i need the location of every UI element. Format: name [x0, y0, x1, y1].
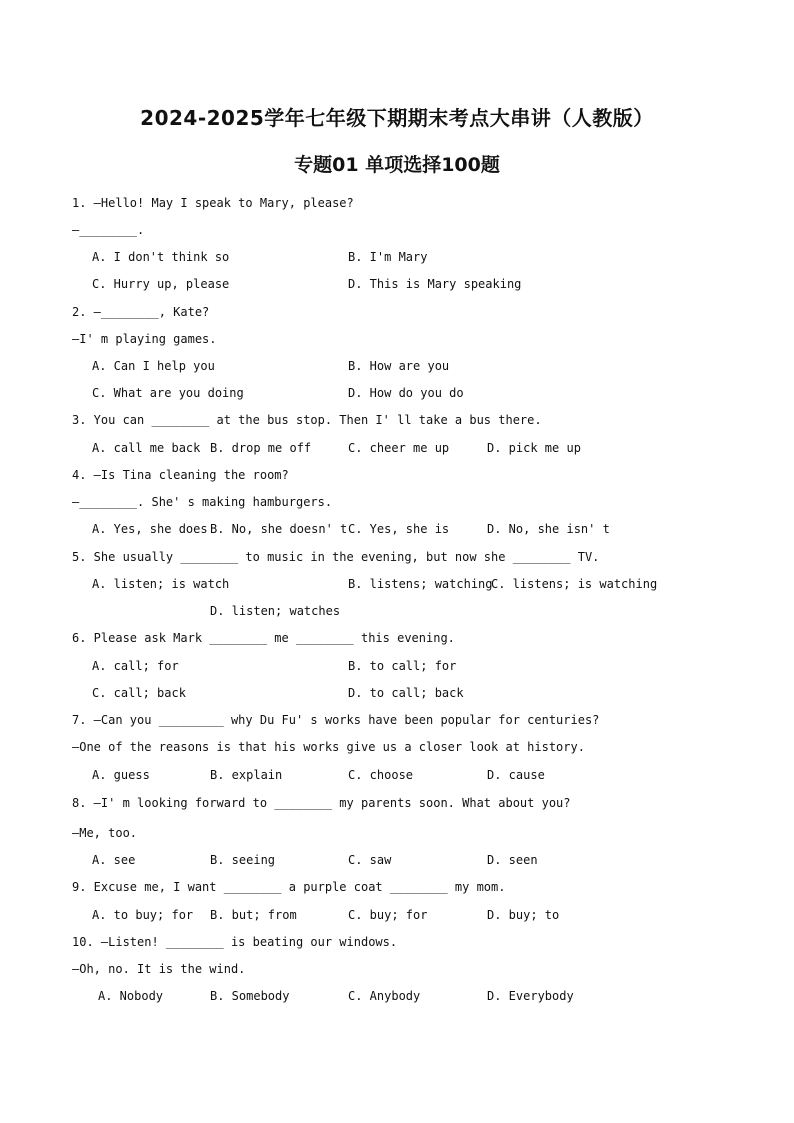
- question-3-stem: 3. You can ________ at the bus stop. Then I' ll take a bus there.: [72, 413, 542, 427]
- question-10-option-b[interactable]: B. Somebody: [210, 989, 290, 1003]
- question-2-option-b[interactable]: B. How are you: [348, 359, 450, 373]
- question-5-option-d[interactable]: D. listen; watches: [210, 604, 341, 618]
- question-8-option-c[interactable]: C. saw: [348, 853, 392, 867]
- question-1-option-b[interactable]: B. I'm Mary: [348, 250, 428, 264]
- question-3-option-a[interactable]: A. call me back: [92, 441, 201, 455]
- question-1-stem: 1. —Hello! May I speak to Mary, please?: [72, 196, 354, 210]
- question-4-option-d[interactable]: D. No, she isn' t: [487, 522, 610, 536]
- question-10-stem: 10. —Listen! ________ is beating our windows.: [72, 935, 398, 949]
- question-1-reply: —________.: [72, 223, 145, 237]
- question-9-option-a[interactable]: A. to buy; for: [92, 908, 194, 922]
- question-1-option-c[interactable]: C. Hurry up, please: [92, 277, 230, 291]
- question-5-option-c[interactable]: C. listens; is watching: [491, 577, 658, 591]
- question-10-reply: —Oh, no. It is the wind.: [72, 962, 246, 976]
- question-4-option-b[interactable]: B. No, she doesn' t: [210, 522, 348, 536]
- question-3-option-d[interactable]: D. pick me up: [487, 441, 581, 455]
- question-7-reply: —One of the reasons is that his works give us a closer look at history.: [72, 740, 585, 754]
- question-7-option-a[interactable]: A. guess: [92, 768, 150, 782]
- question-7-option-d[interactable]: D. cause: [487, 768, 545, 782]
- question-5-option-a[interactable]: A. listen; is watch: [92, 577, 230, 591]
- question-8-option-b[interactable]: B. seeing: [210, 853, 276, 867]
- question-8-reply: —Me, too.: [72, 826, 138, 840]
- question-2-option-c[interactable]: C. What are you doing: [92, 386, 244, 400]
- question-10-option-d[interactable]: D. Everybody: [487, 989, 574, 1003]
- question-4-option-a[interactable]: A. Yes, she does: [92, 522, 208, 536]
- page-title: 2024-2025学年七年级下期期末考点大串讲（人教版）: [140, 106, 654, 130]
- question-4-reply: —________. She' s making hamburgers.: [72, 495, 333, 509]
- question-6-stem: 6. Please ask Mark ________ me ________ this evening.: [72, 631, 455, 645]
- question-8-stem: 8. —I' m looking forward to ________ my parents soon. What about you?: [72, 796, 571, 810]
- question-2-stem: 2. —________, Kate?: [72, 305, 210, 319]
- question-10-option-a[interactable]: A. Nobody: [98, 989, 164, 1003]
- question-5-stem: 5. She usually ________ to music in the evening, but now she ________ TV.: [72, 550, 600, 564]
- question-4-stem: 4. —Is Tina cleaning the room?: [72, 468, 289, 482]
- question-10-option-c[interactable]: C. Anybody: [348, 989, 421, 1003]
- question-2-option-a[interactable]: A. Can I help you: [92, 359, 215, 373]
- question-9-option-b[interactable]: B. but; from: [210, 908, 297, 922]
- question-9-option-d[interactable]: D. buy; to: [487, 908, 560, 922]
- question-3-option-c[interactable]: C. cheer me up: [348, 441, 450, 455]
- question-2-option-d[interactable]: D. How do you do: [348, 386, 464, 400]
- question-2-reply: —I' m playing games.: [72, 332, 217, 346]
- question-6-option-b[interactable]: B. to call; for: [348, 659, 457, 673]
- question-9-stem: 9. Excuse me, I want ________ a purple coat ________ my mom.: [72, 880, 506, 894]
- page-subtitle: 专题01 单项选择100题: [294, 154, 500, 176]
- question-1-option-a[interactable]: A. I don't think so: [92, 250, 230, 264]
- question-6-option-a[interactable]: A. call; for: [92, 659, 179, 673]
- question-8-option-d[interactable]: D. seen: [487, 853, 538, 867]
- question-9-option-c[interactable]: C. buy; for: [348, 908, 428, 922]
- question-5-option-b[interactable]: B. listens; watching: [348, 577, 493, 591]
- question-7-stem: 7. —Can you _________ why Du Fu' s works have been popular for centuries?: [72, 713, 600, 727]
- question-7-option-c[interactable]: C. choose: [348, 768, 414, 782]
- question-3-option-b[interactable]: B. drop me off: [210, 441, 312, 455]
- question-1-option-d[interactable]: D. This is Mary speaking: [348, 277, 522, 291]
- question-6-option-c[interactable]: C. call; back: [92, 686, 186, 700]
- question-8-option-a[interactable]: A. see: [92, 853, 136, 867]
- question-7-option-b[interactable]: B. explain: [210, 768, 283, 782]
- question-4-option-c[interactable]: C. Yes, she is: [348, 522, 450, 536]
- question-6-option-d[interactable]: D. to call; back: [348, 686, 464, 700]
